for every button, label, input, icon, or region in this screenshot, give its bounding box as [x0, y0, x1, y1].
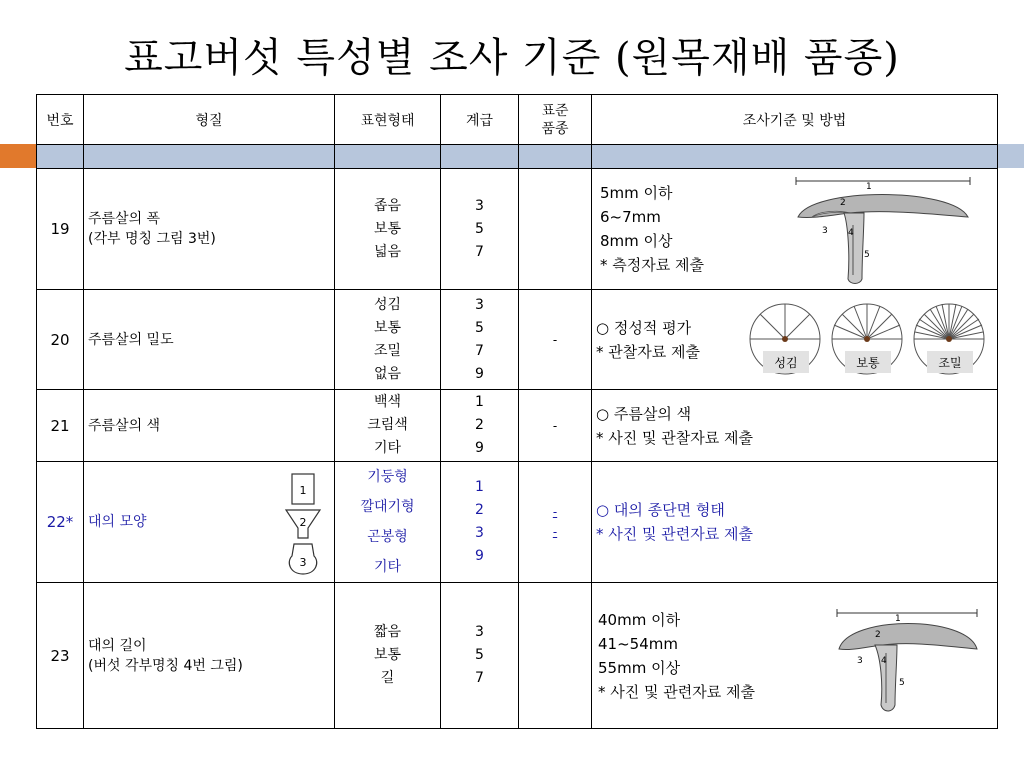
stem-label-1: 1 [299, 484, 307, 497]
grade-cell: 1 2 3 9 [441, 462, 519, 583]
mushroom-label-2: 2 [840, 198, 846, 208]
header-expression: 표현형태 [335, 95, 441, 145]
trait-cell: 대의 길이 (버섯 각부명칭 4번 그림) [84, 583, 335, 729]
row-number: 22* [37, 462, 84, 583]
trait-cell: 주름살의 밀도 [84, 290, 335, 390]
mushroom-label-1: 1 [866, 182, 872, 192]
mushroom2-label-2: 2 [875, 630, 881, 640]
stem-label-2: 2 [299, 516, 307, 529]
grade-cell: 1 2 9 [441, 390, 519, 462]
row-number: 21 [37, 390, 84, 462]
method-cell: ○ 대의 종단면 형태 * 사진 및 관련자료 제출 [592, 462, 998, 583]
header-trait: 형질 [84, 95, 335, 145]
density-circle-sparse [750, 304, 820, 374]
table-row [37, 390, 998, 462]
density-circle-normal [832, 304, 902, 374]
density-circle-dense [914, 304, 984, 374]
standard-cell: - [519, 290, 592, 390]
mushroom2-label-4: 4 [881, 656, 887, 666]
mushroom-label-4: 4 [848, 228, 854, 238]
expression-cell: 백색 크림색 기타 [335, 390, 441, 462]
trait-cell: 주름살의 폭 (각부 명칭 그림 3번) [84, 169, 335, 290]
row-number: 23 [37, 583, 84, 729]
method-cell: 5mm 이하 6~7mm 8mm 이상 * 측정자료 제출 [592, 169, 998, 290]
standard-cell: - - [519, 462, 592, 583]
stem-label-3: 3 [299, 556, 307, 569]
mushroom2-label-5: 5 [899, 678, 905, 688]
method-cell: ○ 주름살의 색 * 사진 및 관찰자료 제출 [592, 390, 998, 462]
mushroom2-label-1: 1 [895, 614, 901, 624]
header-row [37, 95, 998, 145]
grade-cell: 3 5 7 [441, 583, 519, 729]
mushroom-diagram-gill-width [792, 175, 982, 287]
table-row [37, 462, 998, 583]
density-label-sparse: 성김 [774, 356, 798, 370]
trait-cell: 대의 모양 [84, 462, 335, 583]
mushroom-label-5: 5 [864, 250, 870, 260]
expression-cell: 좁음 보통 넓음 [335, 169, 441, 290]
density-label-dense: 조밀 [938, 356, 962, 370]
header-grade: 계급 [441, 95, 519, 145]
method-cell: 40mm 이하 41~54mm 55mm 이상 * 사진 및 관련자료 제출 [592, 583, 998, 729]
expression-cell: 기둥형 깔대기형 곤봉형 기타 [335, 462, 441, 583]
grade-cell: 3 5 7 9 [441, 290, 519, 390]
page-title: 표고버섯 특성별 조사 기준 (원목재배 품종) [124, 35, 900, 81]
mushroom-label-3: 3 [822, 226, 828, 236]
expression-cell: 짧음 보통 길 [335, 583, 441, 729]
standard-cell [519, 169, 592, 290]
standard-cell: - [519, 390, 592, 462]
standard-cell [519, 583, 592, 729]
method-cell: ○ 정성적 평가 * 관찰자료 제출 [592, 290, 998, 390]
mushroom2-label-3: 3 [857, 656, 863, 666]
header-standard: 표준 품종 [519, 95, 592, 145]
expression-cell: 성김 보통 조밀 없음 [335, 290, 441, 390]
density-label-normal: 보통 [856, 356, 880, 370]
band-row [37, 145, 998, 169]
accent-band-orange [0, 144, 36, 168]
grade-cell: 3 5 7 [441, 169, 519, 290]
row-number: 20 [37, 290, 84, 390]
mushroom-diagram-stem-length [833, 605, 983, 717]
header-method: 조사기준 및 방법 [592, 95, 998, 145]
header-no: 번호 [37, 95, 84, 145]
trait-cell: 주름살의 색 [84, 390, 335, 462]
stem-shape-diagram [282, 470, 328, 578]
row-number: 19 [37, 169, 84, 290]
gill-density-diagram [747, 301, 987, 379]
